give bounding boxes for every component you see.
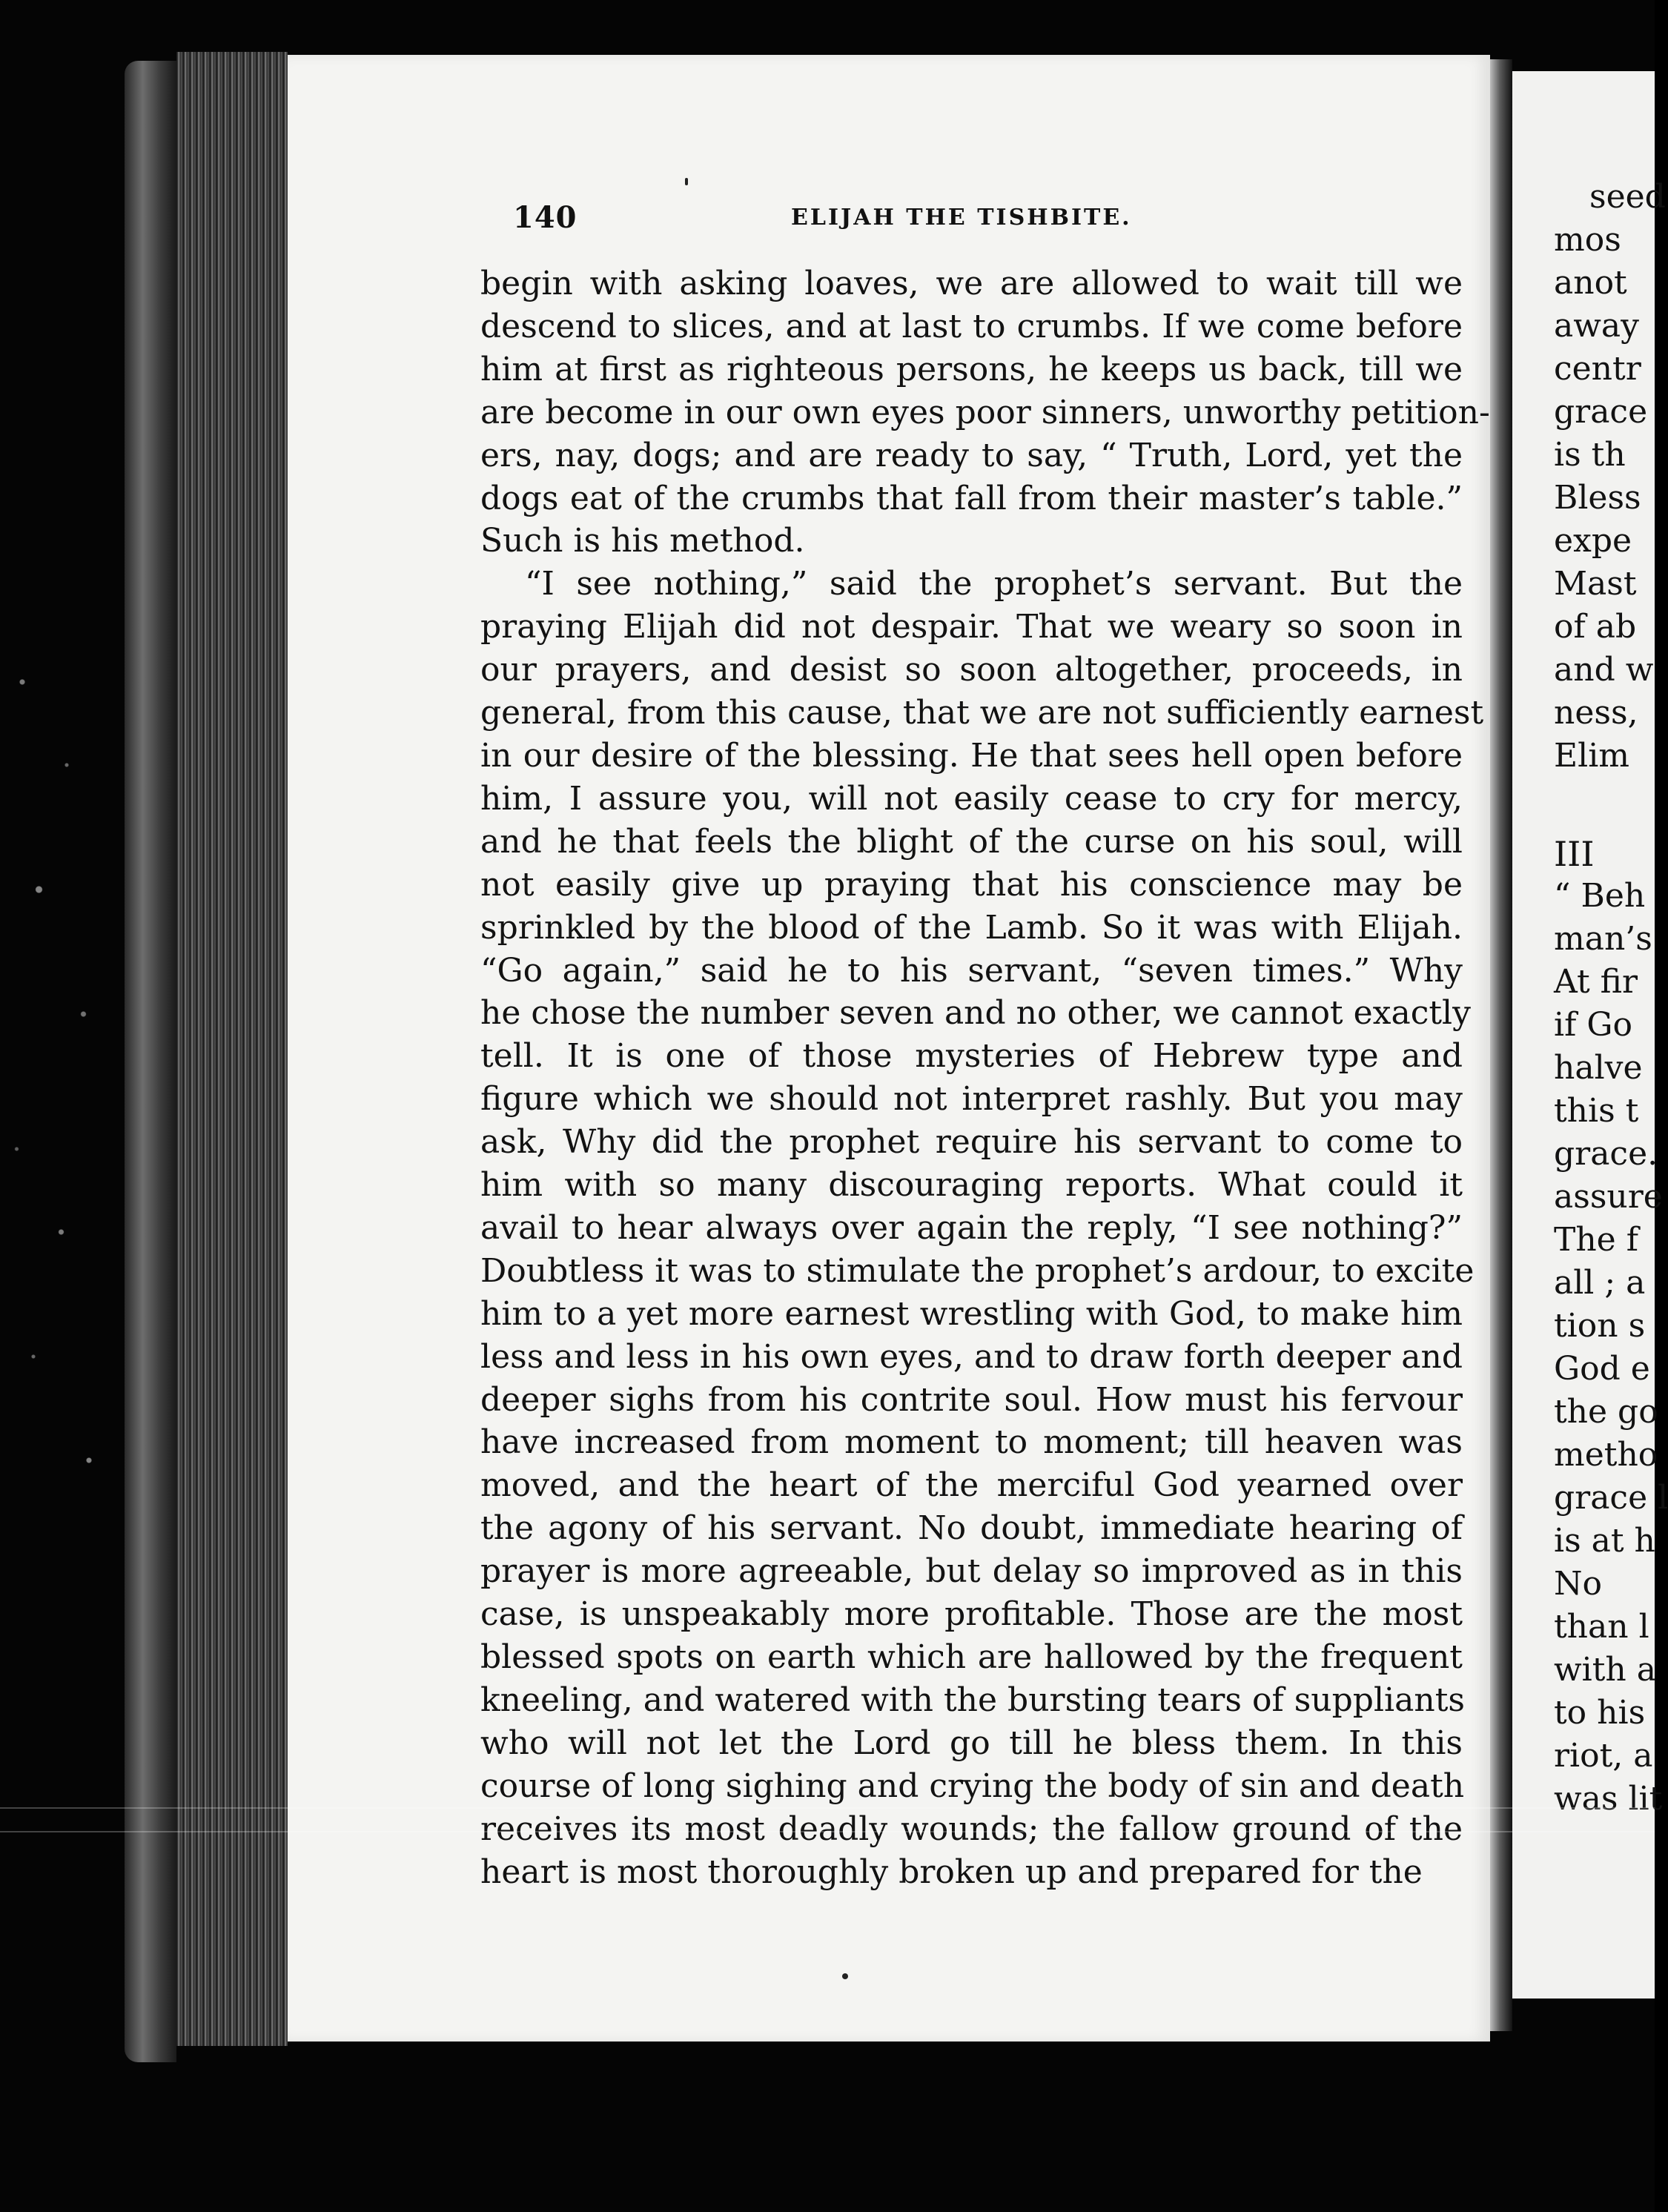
running-head — [513, 200, 1481, 245]
text-line: sprinkled by the blood of the Lamb. So it was with Elijah. — [480, 908, 1463, 947]
text-line: dogs eat of the crumbs that fall from their master’s table.” — [480, 479, 1463, 517]
text-line: Doubtless it was to stimulate the prophet’s ardour, to excite — [480, 1251, 1475, 1290]
text-line: course of long sighing and crying the body of sin and death — [480, 1766, 1465, 1805]
facing-page-line: metho — [1554, 1436, 1658, 1474]
text-line: receives its most deadly wounds; the fallow ground of the — [480, 1809, 1463, 1848]
facing-page-line: “ Beh — [1554, 877, 1646, 915]
scan-artifact-line — [0, 1807, 1655, 1809]
running-title: ELIJAH THE TISHBITE. — [791, 205, 1132, 231]
text-line: ask, Why did the prophet require his servant to come to — [480, 1123, 1463, 1162]
text-line: deeper sighs from his contrite soul. How must his fervour — [480, 1380, 1463, 1419]
text-line: Such is his method. — [480, 522, 805, 560]
facing-page-line: was lit — [1554, 1780, 1663, 1818]
facing-page-fragment — [1512, 71, 1668, 1999]
facing-page-line: and w — [1554, 651, 1654, 689]
text-line: him, I assure you, will not easily cease to cry for mercy, — [480, 779, 1463, 818]
facing-page-line: tion s — [1554, 1307, 1646, 1345]
facing-page-line: Elim — [1554, 737, 1629, 775]
text-line: who will not let the Lord go till he bless them. In this — [480, 1723, 1463, 1762]
facing-page-line: of ab — [1554, 608, 1637, 646]
facing-page-line: Mast — [1554, 565, 1637, 603]
facing-page-line: all ; a — [1554, 1264, 1646, 1302]
text-line: are become in our own eyes poor sinners, unworthy petition- — [480, 393, 1490, 431]
facing-page-line: grace — [1554, 393, 1648, 431]
facing-page-line: than l — [1554, 1608, 1649, 1646]
facing-page-line: anot — [1554, 264, 1627, 302]
text-line: he chose the number seven and no other, we cannot exactly — [480, 994, 1471, 1033]
facing-page-line: God e — [1554, 1350, 1650, 1388]
text-line: praying Elijah did not despair. That we weary so soon in — [480, 608, 1463, 646]
text-line: moved, and the heart of the merciful God yearned over — [480, 1466, 1463, 1505]
text-line: heart is most thoroughly broken up and prepared for the — [480, 1852, 1423, 1891]
text-line: figure which we should not interpret rashly. But you may — [480, 1080, 1463, 1119]
text-line: “I see nothing,” said the prophet’s servant. But the — [525, 565, 1463, 603]
facing-page-line: The f — [1554, 1221, 1638, 1259]
facing-page-line: the go — [1554, 1393, 1658, 1431]
scanner-speckles — [0, 578, 111, 1616]
text-line: prayer is more agreeable, but delay so improved as in this — [480, 1552, 1463, 1591]
text-line: tell. It is one of those mysteries of Hebrew type and — [480, 1037, 1463, 1076]
facing-page-line: assure — [1554, 1178, 1663, 1216]
text-line: have increased from moment to moment; till heaven was — [480, 1423, 1463, 1462]
text-line: ers, nay, dogs; and are ready to say, “ Truth, Lord, yet the — [480, 436, 1463, 474]
facing-page-line: man’s — [1554, 920, 1652, 958]
page-block-edges — [176, 52, 288, 2046]
text-line: and he that feels the blight of the curse on his soul, will — [480, 822, 1463, 861]
text-line: begin with asking loaves, we are allowed to wait till we — [480, 265, 1463, 302]
facing-page-line: mos — [1554, 221, 1621, 259]
facing-page-line: away — [1554, 307, 1639, 345]
gutter-shadow — [1490, 59, 1512, 2031]
text-line: him at first as righteous persons, he keeps us back, till we — [480, 350, 1463, 388]
text-line: general, from this cause, that we are not sufficiently earnest — [480, 694, 1484, 732]
text-line: kneeling, and watered with the bursting tears of suppliants — [480, 1680, 1465, 1719]
facing-page-line: Bless — [1554, 479, 1641, 517]
facing-page-line: seed — [1589, 178, 1666, 216]
text-line: him to a yet more earnest wrestling with God, to make him — [480, 1294, 1463, 1333]
facing-page-line: with a — [1554, 1651, 1656, 1689]
text-line: our prayers, and desist so soon altogether, proceeds, in — [480, 651, 1463, 689]
facing-page-line: grace. — [1554, 1135, 1658, 1173]
text-line: in our desire of the blessing. He that sees hell open before — [480, 736, 1463, 775]
facing-page-line: to his — [1554, 1694, 1646, 1732]
facing-page-line: III — [1554, 834, 1595, 874]
facing-page-line: At fir — [1554, 963, 1638, 1001]
ink-speck — [685, 178, 688, 185]
facing-page-line: if Go — [1554, 1006, 1632, 1044]
body-text — [480, 262, 1490, 1893]
facing-page-line: expe — [1554, 522, 1632, 560]
text-line: blessed spots on earth which are hallowed by the frequent — [480, 1638, 1463, 1676]
facing-page-line: grace l — [1554, 1479, 1668, 1517]
text-line: case, is unspeakably more profitable. Those are the most — [480, 1595, 1463, 1634]
text-line: less and less in his own eyes, and to draw forth deeper and — [480, 1337, 1463, 1376]
facing-page-line: is th — [1554, 436, 1626, 474]
text-line: descend to slices, and at last to crumbs. If we come before — [480, 307, 1463, 345]
facing-page-line: is at h — [1554, 1522, 1655, 1560]
text-line: “Go again,” said he to his servant, “seven times.” Why — [480, 951, 1463, 990]
facing-page-line: halve — [1554, 1049, 1643, 1087]
scan-artifact-line — [0, 1831, 1655, 1832]
facing-page-line: ness, — [1554, 694, 1638, 732]
facing-page-line: No — [1554, 1565, 1602, 1603]
book-cover-edge — [125, 61, 176, 2062]
page-number: 140 — [513, 200, 577, 235]
text-line: him with so many discouraging reports. What could it — [480, 1166, 1463, 1205]
text-line: the agony of his servant. No doubt, immediate hearing of — [480, 1509, 1463, 1548]
ink-speck — [842, 1973, 848, 1979]
text-line: avail to hear always over again the reply, “I see nothing?” — [480, 1208, 1463, 1247]
facing-page-line: riot, a — [1554, 1737, 1653, 1775]
facing-page-line: centr — [1554, 350, 1641, 388]
text-line: not easily give up praying that his conscience may be — [480, 865, 1463, 904]
facing-page-line: this t — [1554, 1092, 1639, 1130]
